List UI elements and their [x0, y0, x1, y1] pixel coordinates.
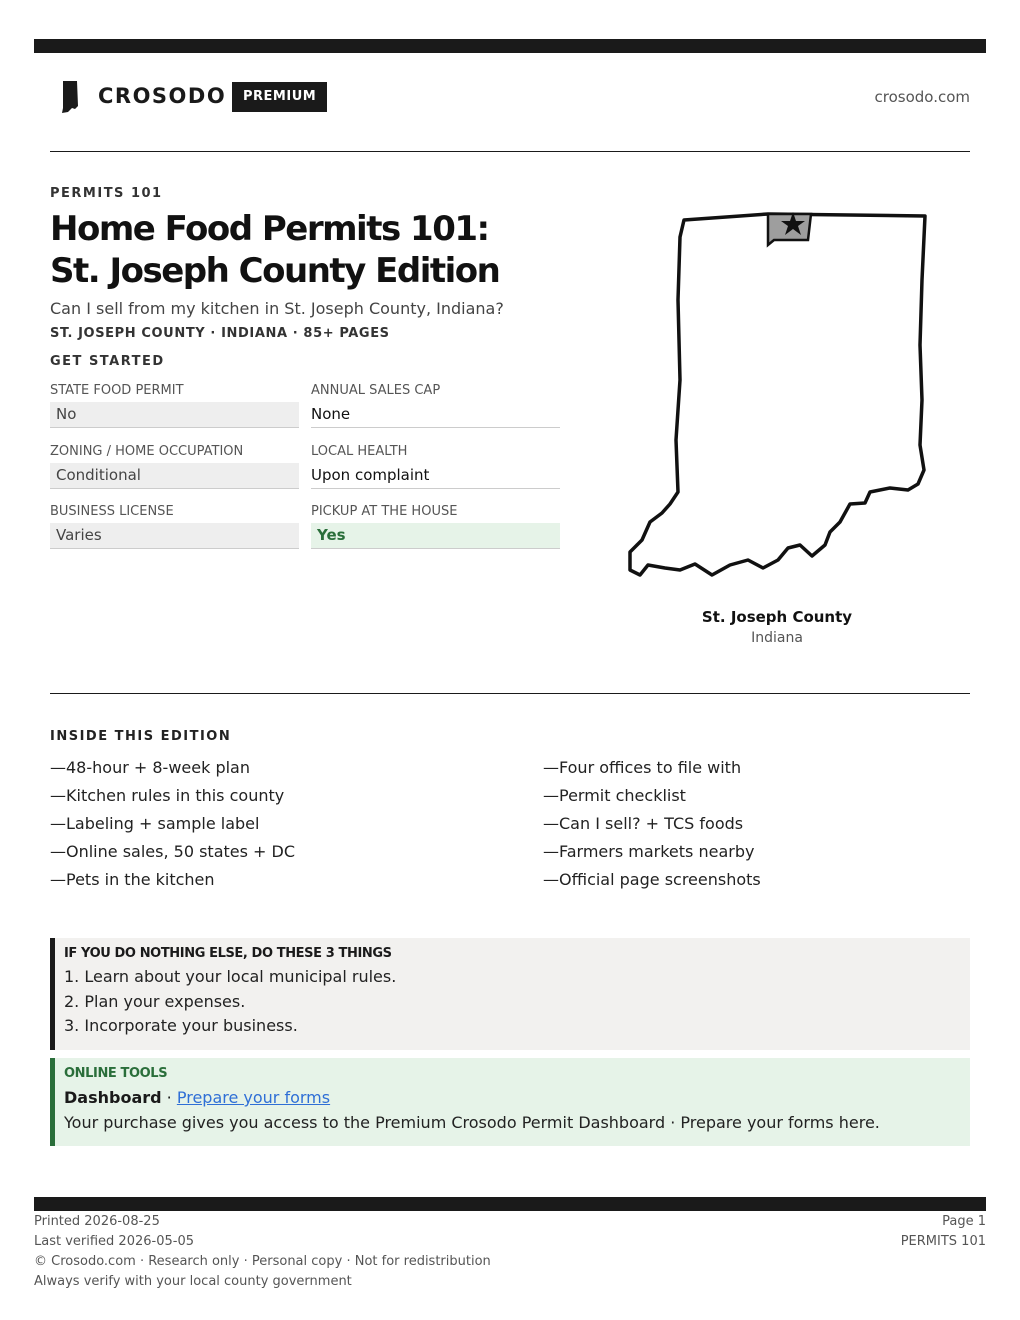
field-label: PICKUP AT THE HOUSE: [311, 504, 458, 519]
callout-item: 1. Learn about your local municipal rules.: [64, 967, 397, 986]
field-value: No: [50, 402, 299, 428]
copyright: © Crosodo.com · Research only · Personal copy · Not for redistribution: [34, 1254, 491, 1269]
online-tools-callout: [50, 1058, 970, 1146]
toc-item: —Official page screenshots: [543, 870, 761, 889]
field-label: BUSINESS LICENSE: [50, 504, 174, 519]
dashboard-row: [64, 1085, 970, 1110]
edition-meta: ST. JOSEPH COUNTY · INDIANA · 85+ PAGES: [50, 326, 390, 341]
toc-item: —48-hour + 8-week plan: [50, 758, 250, 777]
footer-bar: [34, 1197, 986, 1211]
field-pickup: [311, 503, 560, 549]
indiana-logo-icon: [60, 80, 80, 114]
callout-item: 2. Plan your expenses.: [64, 991, 246, 1011]
footer-left: [34, 1212, 491, 1292]
field-zoning: [50, 443, 299, 489]
field-value: Upon complaint: [311, 463, 560, 489]
toc-left: [50, 757, 470, 897]
field-value: Conditional: [50, 463, 299, 489]
subtitle: Can I sell from my kitchen in St. Joseph County, Indiana?: [50, 299, 504, 318]
inside-edition-heading: INSIDE THIS EDITION: [50, 729, 232, 744]
site-link[interactable]: crosodo.com: [874, 88, 970, 106]
prepare-forms-link[interactable]: Prepare your forms: [176, 1088, 331, 1107]
dashboard-label: Dashboard: [64, 1088, 162, 1107]
field-label: ANNUAL SALES CAP: [311, 383, 441, 398]
field-value: None: [311, 402, 560, 428]
footer-section: PERMITS 101: [900, 1234, 986, 1249]
toc-right: [543, 757, 963, 897]
header: [50, 78, 970, 118]
brand-name[interactable]: CROSODO: [98, 84, 227, 108]
field-label: STATE FOOD PERMIT: [50, 383, 184, 398]
page-number: Page 1: [942, 1214, 986, 1229]
toc-item: —Can I sell? + TCS foods: [543, 814, 744, 833]
map-county-label: St. Joseph County: [701, 608, 853, 626]
section-divider: [50, 693, 970, 694]
toc-item: —Kitchen rules in this county: [50, 786, 285, 805]
toc-item: —Online sales, 50 states + DC: [50, 842, 296, 861]
top-bar: [34, 39, 986, 53]
three-things-callout: [50, 938, 970, 1050]
premium-badge: PREMIUM: [232, 82, 327, 112]
callout-title: IF YOU DO NOTHING ELSE, DO THESE 3 THINGS: [64, 946, 392, 961]
field-label: ZONING / HOME OCCUPATION: [50, 444, 244, 459]
field-label: LOCAL HEALTH: [311, 444, 408, 459]
verify-note: Always verify with your local county government: [34, 1274, 352, 1289]
field-local-health: [311, 443, 560, 489]
field-value: Varies: [50, 523, 299, 549]
kicker: PERMITS 101: [50, 186, 163, 201]
printed-date: Printed 2026-08-25: [34, 1214, 160, 1229]
callout-item: 3. Incorporate your business.: [64, 1016, 298, 1035]
toc-item: —Permit checklist: [543, 786, 686, 805]
field-state-food-permit: [50, 382, 299, 428]
toc-item: —Four offices to file with: [543, 758, 742, 777]
indiana-map: [620, 200, 940, 590]
get-started-heading: GET STARTED: [50, 354, 165, 369]
state-outline: [630, 214, 925, 575]
toc-item: —Pets in the kitchen: [50, 870, 215, 889]
verified-date: Last verified 2026-05-05: [34, 1234, 194, 1249]
footer-right: [901, 1212, 986, 1252]
tools-description: Your purchase gives you access to the Premium Crosodo Permit Dashboard · Prepare your forms here.: [64, 1113, 880, 1132]
field-business-license: [50, 503, 299, 549]
field-annual-sales-cap: [311, 382, 560, 428]
toc-item: —Labeling + sample label: [50, 814, 260, 833]
page-title: Home Food Permits 101: St. Joseph County Edition: [50, 209, 500, 291]
separator: ·: [161, 1088, 177, 1107]
tools-title: ONLINE TOOLS: [64, 1066, 168, 1081]
toc-item: —Farmers markets nearby: [543, 842, 755, 861]
field-value: Yes: [311, 523, 560, 549]
header-divider: [50, 151, 970, 152]
map-state-label: Indiana: [751, 630, 803, 646]
